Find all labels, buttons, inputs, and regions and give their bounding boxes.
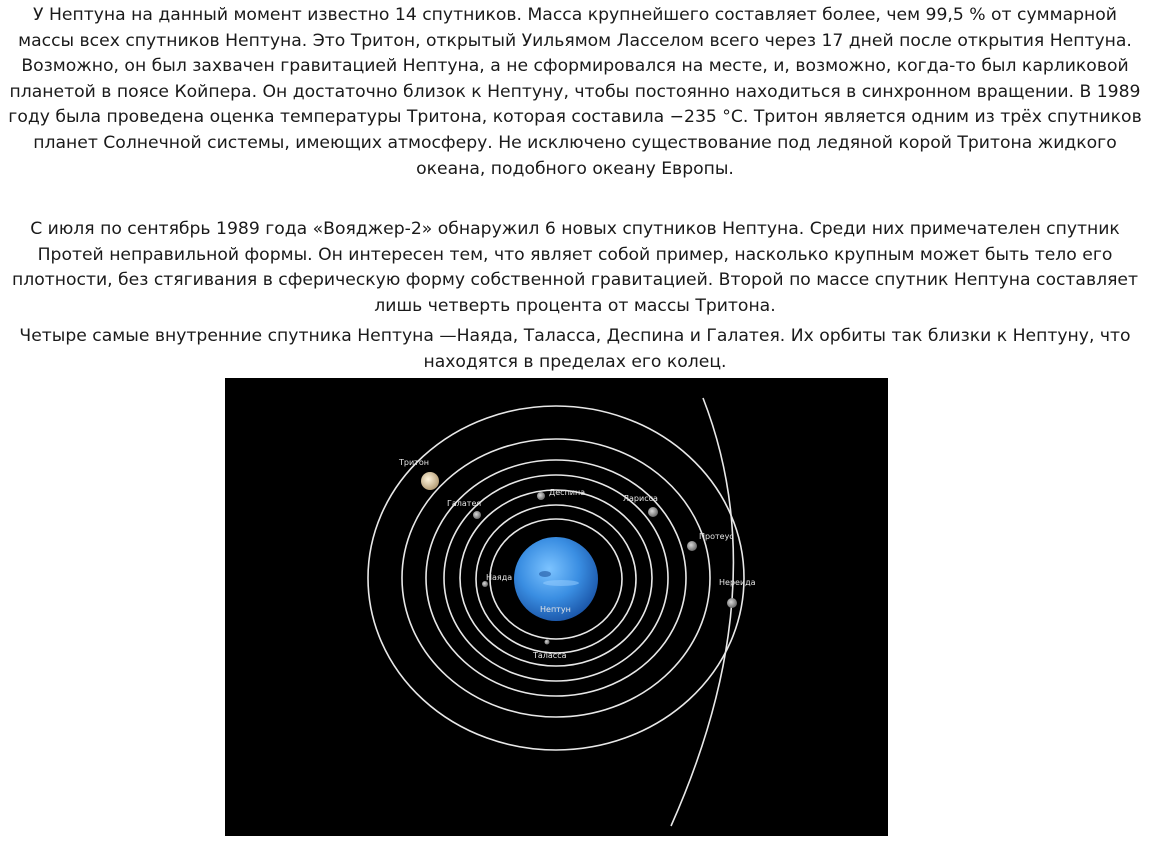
larissa-moon: [648, 507, 658, 517]
despina-label: Деспина: [549, 488, 586, 497]
despina-moon: [537, 492, 545, 500]
triton-label: Тритон: [399, 458, 429, 467]
orbit-diagram-svg: [225, 378, 888, 836]
neptune-dark-spot: [539, 571, 551, 577]
thalassa-label: Таласса: [533, 651, 567, 660]
larissa-label: Ларисса: [623, 494, 658, 503]
paragraph-triton: У Нептуна на данный момент известно 14 спутников. Масса крупнейшего составляет более, чем 99,5 % от суммарной массы всех спутников Нептуна. Это Тритон, открытый Уильямом Ласселом всего через 17 дней после открытия Нептуна. Возможно, он был захвачен гравитацией Нептуна, а не сформировался на месте, и, возможно, когда-то был карликовой планетой в поясе Койпера. Он достаточно близок к Нептуну, чтобы постоянно находиться в синхронном вращении. В 1989 году была проведена оценка температуры Тритона, которая составила −235 °С. Тритон является одним из трёх спутников планет Солнечной системы, имеющих атмосферу. Не исключено существование под ледяной корой Тритона жидкого океана, подобного океану Европы.: [8, 5, 1142, 179]
neptune-moons-diagram: [225, 378, 888, 836]
paragraph-inner-moons: Четыре самые внутренние спутника Нептуна —Наяда, Таласса, Деспина и Галатея. Их орбиты так близки к Нептуну, что находятся в пределах его колец.: [19, 326, 1131, 372]
neptune-label: Нептун: [540, 605, 571, 614]
galatea-label: Галатея: [447, 499, 482, 508]
nereida-label: Нереида: [719, 578, 756, 587]
naiad-label: Наяда: [486, 573, 513, 582]
nereida-moon: [727, 598, 737, 608]
proteus-moon: [687, 541, 697, 551]
neptune-cloud-band: [543, 580, 579, 586]
galatea-moon: [473, 511, 481, 519]
triton-moon: [421, 472, 439, 490]
thalassa-moon: [545, 640, 550, 645]
paragraph-voyager: С июля по сентябрь 1989 года «Вояджер-2» обнаружил 6 новых спутников Нептуна. Среди них примечателен спутник Протей неправильной формы. Он интересен тем, что являет собой пример, насколько крупным может быть тело его плотности, без стягивания в сферическую форму собственной гравитацией. Второй по массе спутник Нептуна составляет лишь четверть процента от массы Тритона.: [11, 219, 1138, 316]
proteus-label: Протеус: [699, 532, 734, 541]
